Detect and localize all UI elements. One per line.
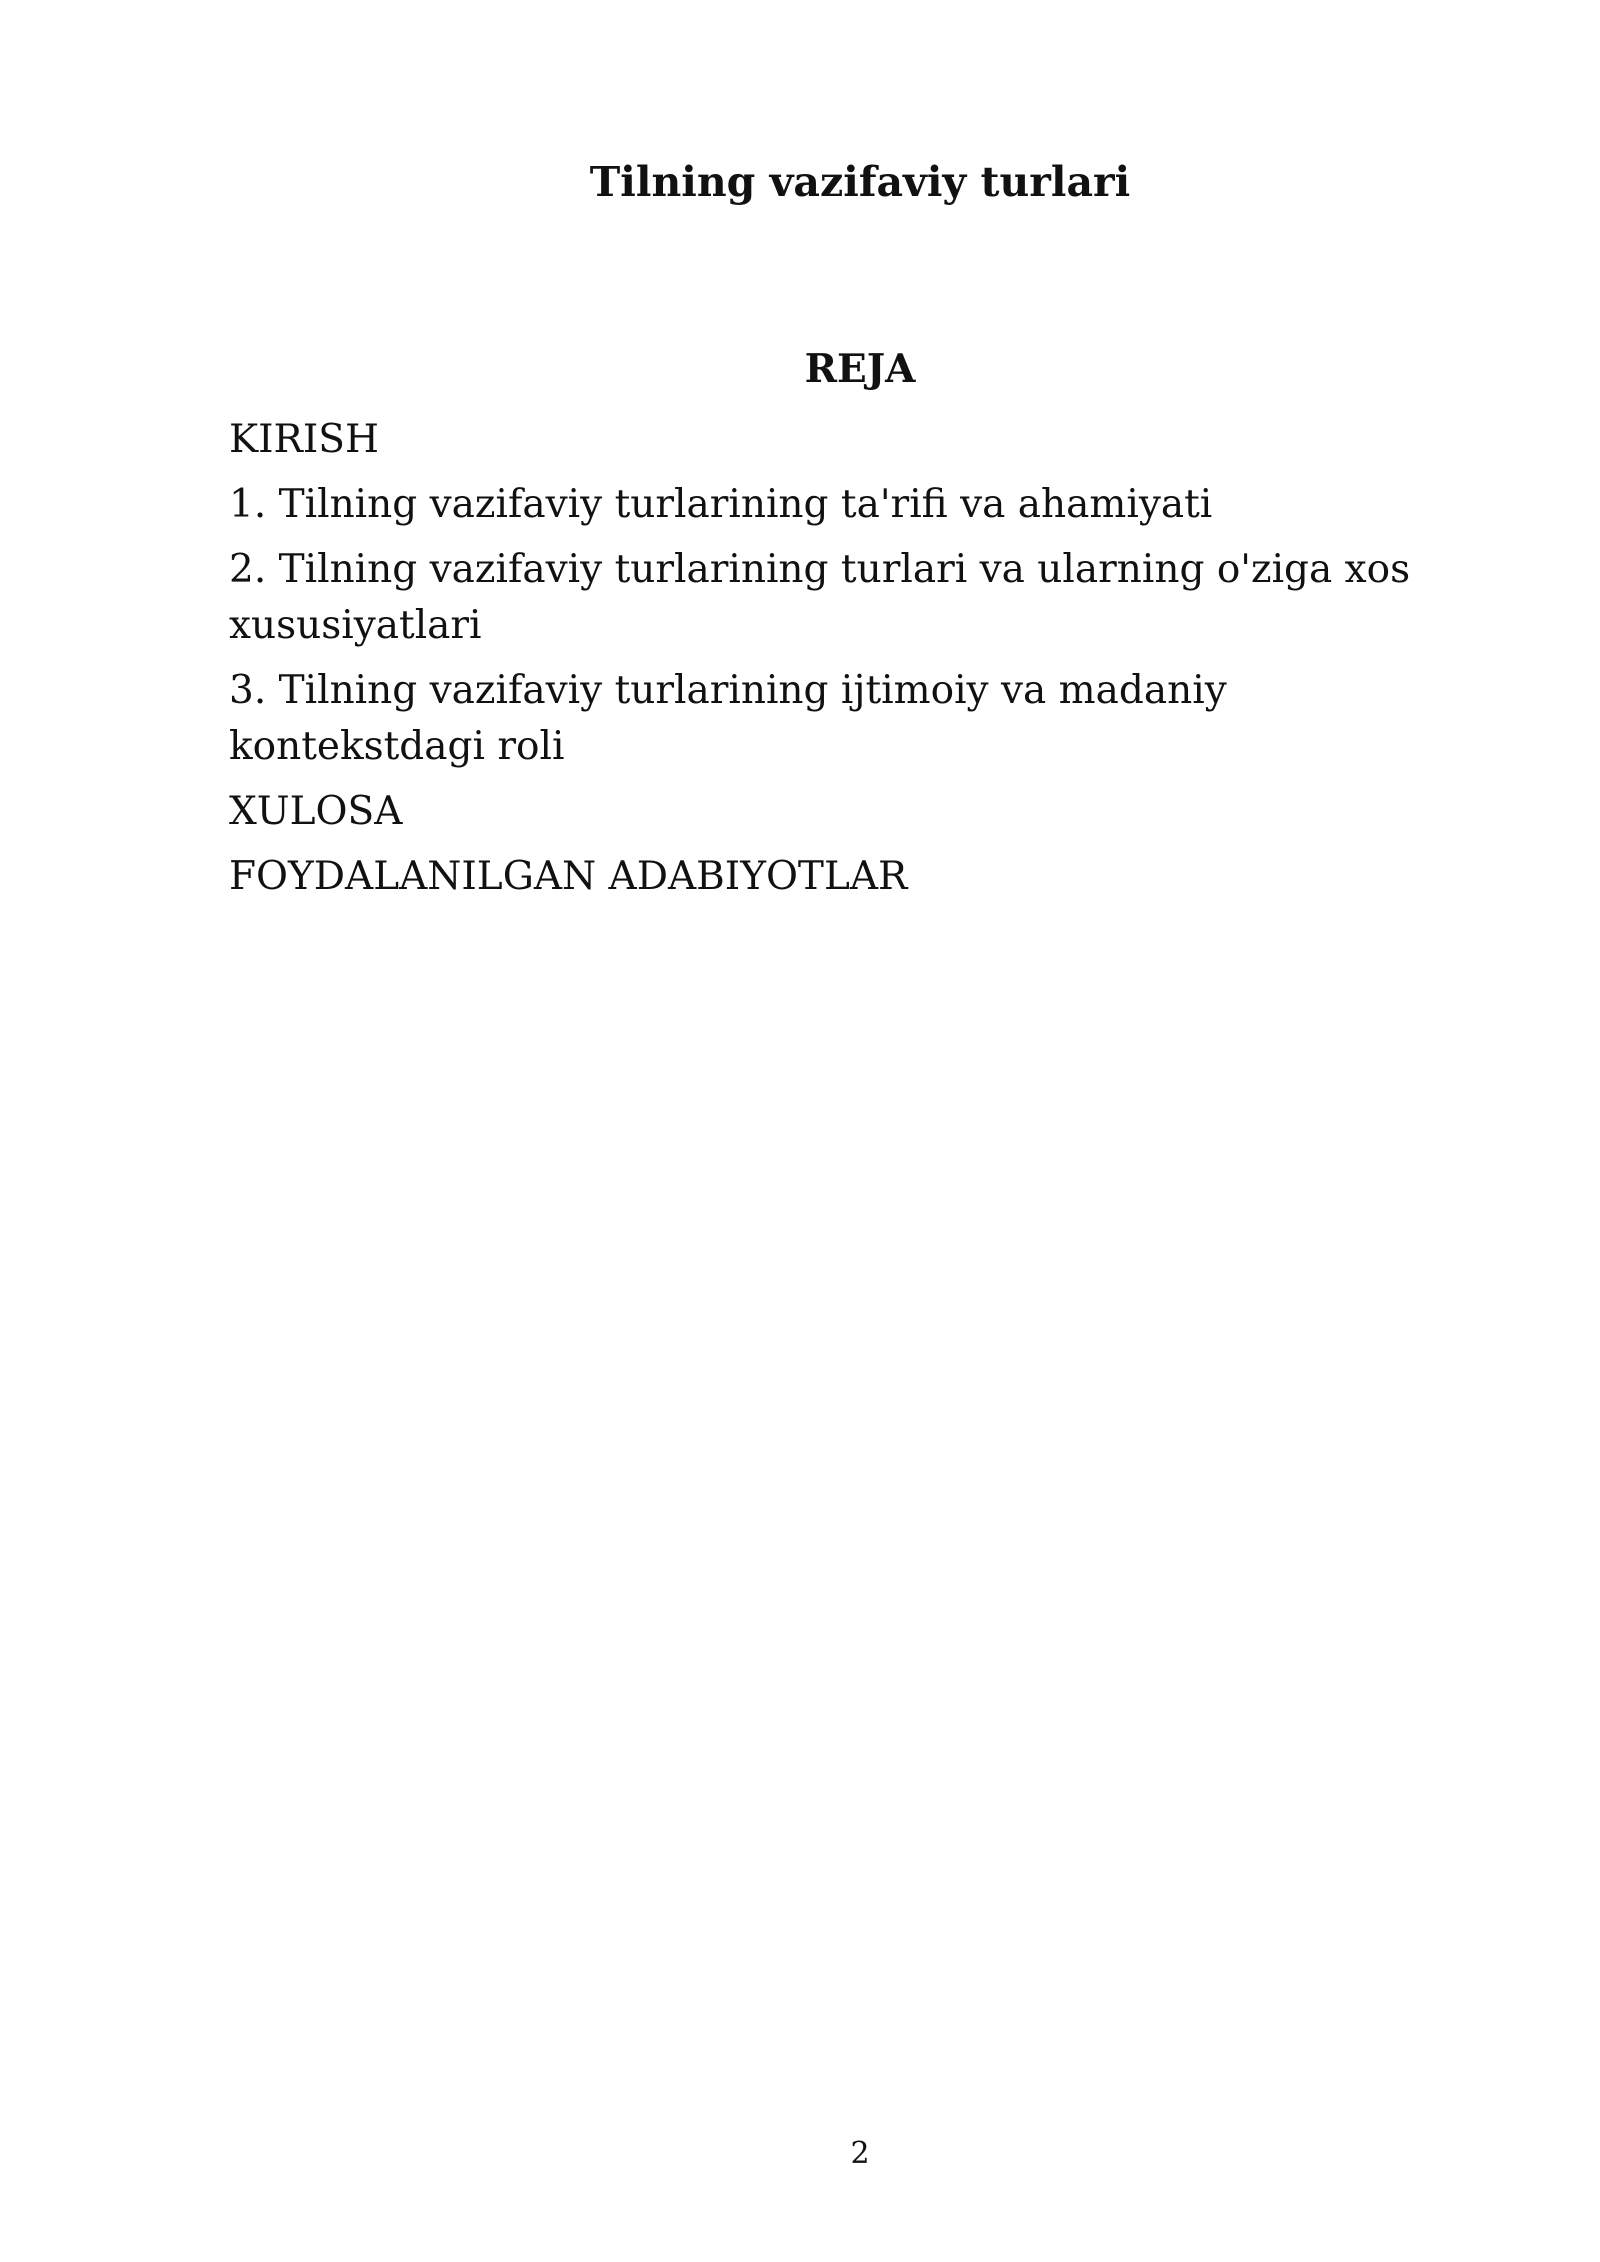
plan-item-1: 1. Tilning vazifaviy turlarining ta'rifi va ahamiyati [229, 482, 1213, 527]
page-number: 2 [850, 2136, 870, 2171]
plan-item-references: FOYDALANILGAN ADABIYOTLAR [229, 854, 908, 899]
plan-item-3: 3. Tilning vazifaviy turlarining ijtimoiy va madaniy kontekstdagi roli [229, 668, 1227, 769]
document-title: Tilning vazifaviy turlari [589, 158, 1131, 206]
plan-item-conclusion: XULOSA [229, 789, 403, 834]
plan-item-introduction: KIRISH [229, 417, 380, 462]
plan-item-2: 2. Tilning vazifaviy turlarining turlari va ularning o'ziga xos xususiyatlari [229, 547, 1411, 648]
plan-list [229, 412, 1469, 914]
plan-heading: REJA [804, 346, 916, 392]
